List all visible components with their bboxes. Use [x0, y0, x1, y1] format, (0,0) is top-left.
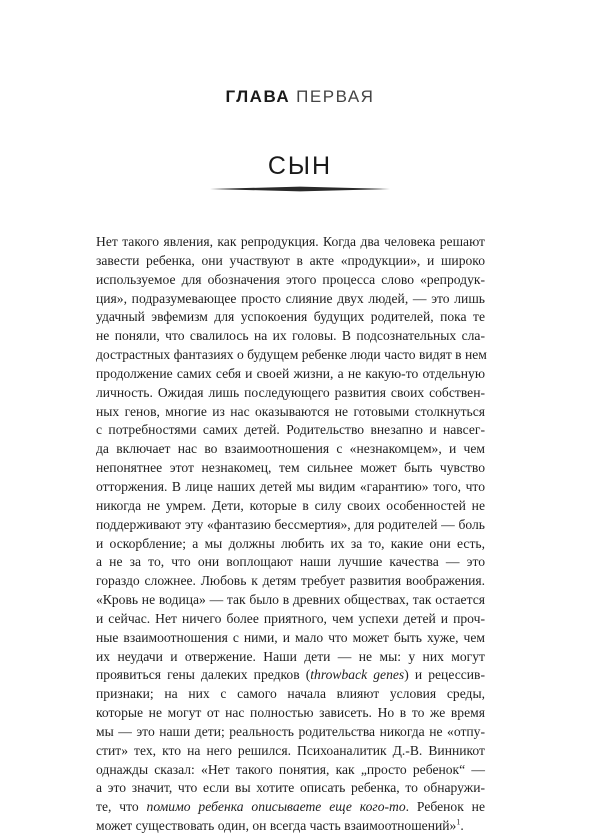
- text-line: удачный эвфемизм для успокоения будущих родителей, пока те: [96, 309, 485, 325]
- chapter-title: СЫН: [267, 152, 333, 180]
- text-line: однажды сказал: «Нет такого понятия, как „просто ребенок“ —: [96, 761, 485, 777]
- text-line: непонятнее этот незнакомец, тем сильнее может быть чувство: [96, 460, 485, 476]
- text-line: их неудачи и отвержение. Наши дети — не мы: у них могут: [96, 648, 485, 664]
- text-line: поддерживают эту «фантазию бессмертия», для родителей — боль: [96, 516, 485, 532]
- text-line: ных генов, многие из нас оказываются не готовыми столкнуться: [96, 403, 485, 419]
- footnote-mark[interactable]: 1: [456, 817, 461, 827]
- text-line: признаки; на них с самого начала влияют условия среды,: [96, 686, 485, 702]
- italic-phrase: помимо ребенка описываете еще кого-то: [146, 799, 406, 815]
- text-line: продолжение самих себя и своей жизни, а не какую-то отдельную: [96, 365, 485, 381]
- text-line: «Кровь не водица» — так было в древних обществах, так остается: [96, 592, 485, 608]
- text-line-with-italic: проявиться гены далеких предков (throwback genes) и рецессив-: [96, 667, 485, 683]
- text-line: мы — это наши дети; реальность родительства никогда не «отпу-: [96, 723, 485, 739]
- text-line: и оскорбление; а мы должны любить их за то, какие они есть,: [96, 535, 485, 551]
- text-line-with-italic: те, что помимо ребенка описываете еще кого-то. Ребенок не: [96, 799, 485, 815]
- text-line: личность. Ожидая лишь последующего развития своих собствен-: [96, 384, 485, 400]
- text-line: гораздо сложнее. Любовь к детям требует развития воображения.: [96, 573, 485, 589]
- text-line: и сейчас. Нет ничего более приятного, чем успехи детей и проч-: [96, 610, 485, 626]
- chapter-label: [0, 87, 600, 107]
- chapter-label-light: ПЕРВАЯ: [296, 87, 375, 106]
- text-line: Нет такого явления, как репродукция. Когда два человека решают: [96, 234, 485, 249]
- text-line: ция», подразумевающее просто слияние двух людей, — это лишь: [96, 290, 485, 306]
- italic-term: throwback genes: [310, 667, 405, 683]
- text-line: дострастных фантазиях о будущем ребенке люди часто видят в нем: [96, 347, 487, 363]
- text-line-last: может существовать один, он всегда часть взаимоотношений»$^1$.: [96, 817, 464, 834]
- text-line: а это значит, что если вы хотите описать ребенка, то обнаружи-: [96, 780, 485, 796]
- text-line: никогда не умрем. Дети, которые в силу своих особенностей не: [96, 497, 485, 513]
- text-line: не поняли, что свалилось на их головы. В подсознательных сла-: [96, 328, 485, 344]
- text-line: которые не могут от нас полностью зависеть. Но в то же время: [96, 705, 485, 721]
- text-line: используемое для обозначения этого процесса слово «репродук-: [96, 271, 485, 287]
- text-line: ные взаимоотношения с ними, и мало что может быть хуже, чем: [96, 629, 485, 645]
- text-line: завести ребенка, они участвуют в акте «продукции», и широко: [96, 252, 485, 268]
- title-ornament: [210, 185, 390, 193]
- text-line: а не за то, что они воплощают наши лучшие качества — это: [96, 554, 485, 570]
- text-line: да включает нас во взаимоотношения с «незнакомцем», и чем: [96, 441, 485, 457]
- text-line: стит» тех, кто на него решился. Психоаналитик Д.-В. Винникот: [96, 742, 485, 758]
- chapter-label-bold: ГЛАВА: [225, 87, 291, 106]
- text-line: с потребностями самих детей. Родительство внезапно и навсег-: [96, 422, 485, 438]
- text-line: отторжения. В лице наших детей мы видим «гарантию» того, что: [96, 478, 485, 494]
- body-text: [96, 233, 485, 836]
